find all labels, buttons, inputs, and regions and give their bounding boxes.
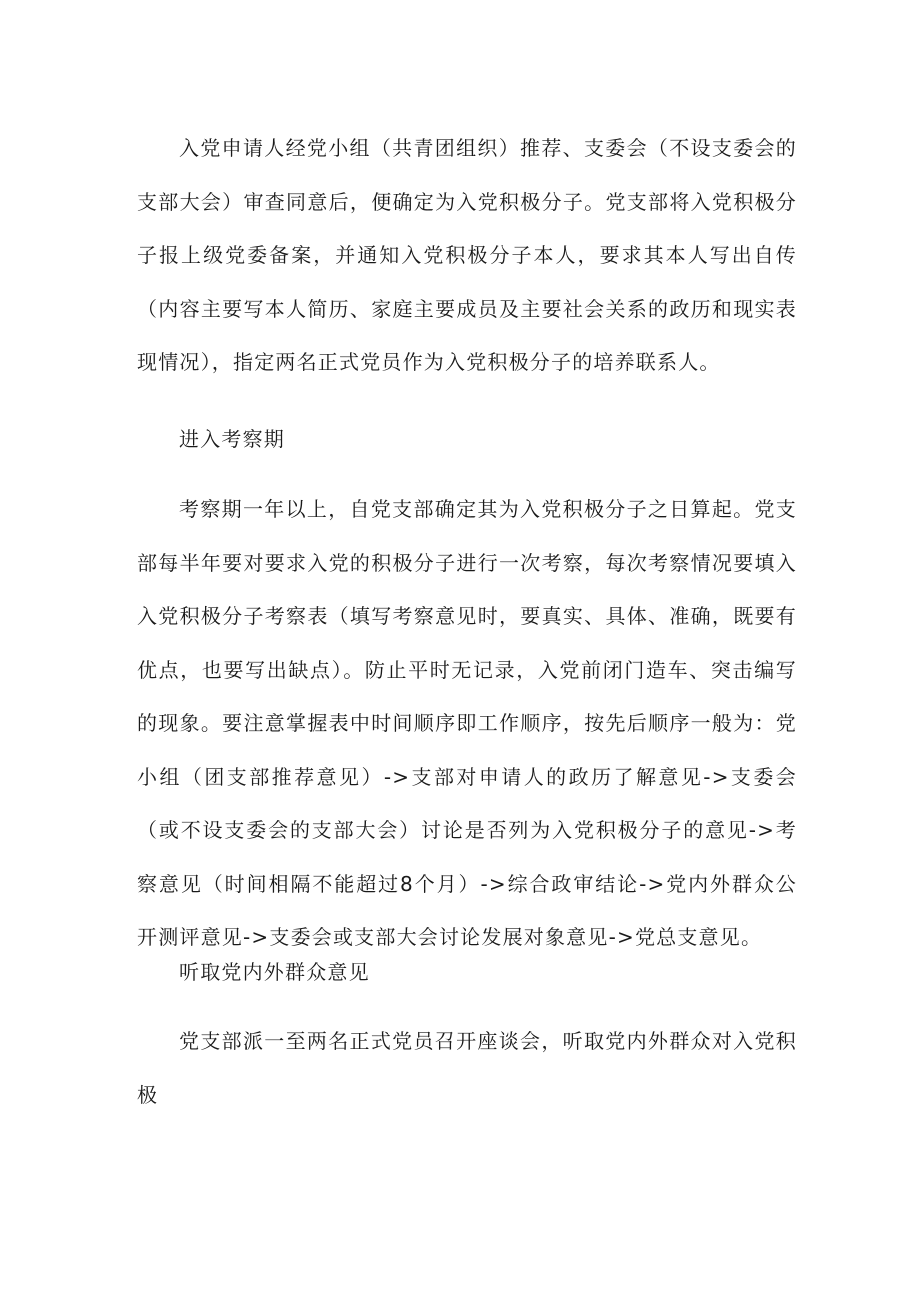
paragraph-inspection-period: 考察期一年以上，自党支部确定其为入党积极分子之日算起。党支部每半年要对要求入党的积极分子进行一次考察，每次考察情况要填入入党积极分子考察表（填写考察意见时，要真实、具体、准确，既要有优点，也要写出缺点）。防止平时无记录，入党前闭门造车、突击编写的现象。要注意掌握表中时间顺序即工作顺序，按先后顺序一般为：党小组（团支部推荐意见）->支部对申请人的政历了解意见->支委会（或不设支委会的支部大会）讨论是否列为入党积极分子的意见->考察意见（时间相隔不能超过8个月）->综合政审结论->党内外群众公开测评意见->支委会或支部大会讨论发展对象意见->党总支意见。: [137, 497, 797, 949]
section-heading-public-opinion: 听取党内外群众意见: [179, 960, 370, 984]
paragraph-activist-confirmation: 入党申请人经党小组（共青团组织）推荐、支委会（不设支委会的支部大会）审查同意后，便确定为入党积极分子。党支部将入党积极分子报上级党委备案，并通知入党积极分子本人，要求其本人写出自传（内容主要写本人简历、家庭主要成员及主要社会关系的政历和现实表现情况），指定两名正式党员作为入党积极分子的培养联系人。: [137, 136, 797, 374]
paragraph-public-opinion: 党支部派一至两名正式党员召开座谈会，听取党内外群众对入党积极: [137, 1029, 797, 1107]
section-heading-inspection-period: 进入考察期: [179, 427, 285, 451]
